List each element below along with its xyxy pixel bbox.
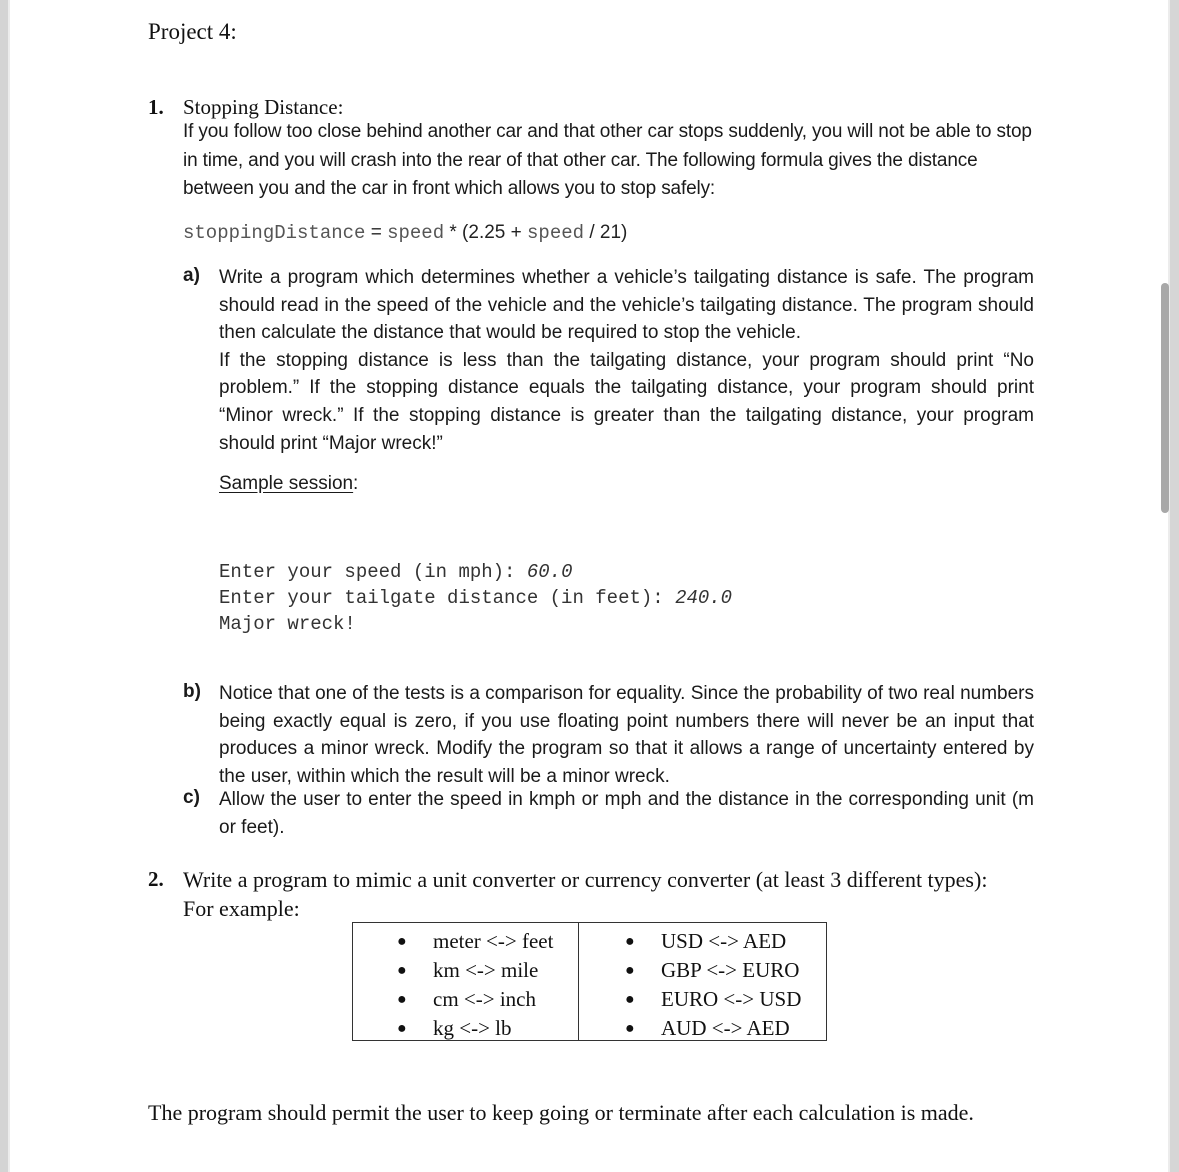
- bullet-icon: ●: [397, 932, 407, 950]
- session-prompt: Enter your speed (in mph):: [219, 561, 527, 583]
- part-a-paragraph-1: Write a program which determines whether a vehicle’s tailgating distance is safe. The program should read in the speed of the vehicle and the vehicle’s tailgating distance. The program should then calculate the distance that would be required to stop the vehicle.: [219, 267, 1034, 344]
- bullet-icon: ●: [625, 961, 635, 979]
- vertical-scrollbar-thumb[interactable]: [1161, 283, 1169, 513]
- formula-speed: speed: [527, 222, 585, 244]
- currency-pair: GBP <-> EURO: [661, 958, 800, 982]
- formula-tail: / 21): [584, 222, 628, 243]
- bullet-icon: ●: [397, 961, 407, 979]
- unit-pair: cm <-> inch: [433, 987, 536, 1011]
- converter-examples-table: [352, 922, 827, 1041]
- formula-variable: stoppingDistance: [183, 222, 366, 244]
- question-2-number: 2.: [148, 867, 164, 891]
- currency-pair: USD <-> AED: [661, 929, 787, 953]
- closing-instruction: The program should permit the user to keep going or terminate after each calculation is made.: [148, 1100, 974, 1125]
- part-a-text: [219, 264, 1034, 457]
- unit-pair: kg <-> lb: [433, 1016, 512, 1040]
- formula-middle: * (2.25 +: [444, 222, 528, 243]
- unit-pair: meter <-> feet: [433, 929, 554, 953]
- session-line: [219, 611, 732, 637]
- page-right-margin: [1170, 0, 1179, 1172]
- sample-session-heading: [219, 473, 353, 495]
- bullet-icon: ●: [625, 1019, 635, 1037]
- session-result: Major wreck!: [219, 613, 356, 635]
- bullet-icon: ●: [397, 1019, 407, 1037]
- sample-session-label: Sample session: [219, 473, 354, 494]
- session-line: [219, 585, 732, 611]
- part-b-text: Notice that one of the tests is a comparison for equality. Since the probability of two real numbers being exactly equal is zero, if you use floating point numbers there will never be an input that produces a minor wreck. Modify the program so that it allows a range of uncertainty entered by the user, within which the result will be a minor wreck.: [219, 683, 1034, 787]
- list-item: [625, 985, 826, 1014]
- list-item: [397, 956, 578, 985]
- unit-converters-column: [353, 923, 579, 1040]
- list-item: [397, 927, 578, 956]
- list-item: [625, 1014, 826, 1043]
- list-item: [625, 956, 826, 985]
- bullet-icon: ●: [397, 990, 407, 1008]
- unit-pair: km <-> mile: [433, 958, 539, 982]
- sample-session-output: [219, 559, 732, 637]
- session-input: 240.0: [675, 587, 733, 609]
- formula-speed: speed: [387, 222, 445, 244]
- stopping-distance-formula: [183, 222, 627, 244]
- list-item: [397, 1014, 578, 1043]
- question-1-heading: Stopping Distance:: [183, 95, 344, 119]
- part-a-paragraph-2: If the stopping distance is less than the tailgating distance, your program should print “No problem.” If the stopping distance equals the tailgating distance, your program should print “Minor wreck.” If the stopping distance is greater than the tailgating distance, your program should print “Major wreck!”: [219, 349, 1034, 454]
- currency-converters-column: [579, 923, 826, 1040]
- page-title: Project 4:: [148, 19, 237, 44]
- question-2-example-label: For example:: [183, 896, 300, 921]
- bullet-icon: ●: [625, 990, 635, 1008]
- part-a-label: a): [183, 265, 200, 286]
- sample-session-colon: :: [353, 473, 359, 494]
- bullet-icon: ●: [625, 932, 635, 950]
- session-prompt: Enter your tailgate distance (in feet):: [219, 587, 676, 609]
- list-item: [397, 985, 578, 1014]
- list-item: [625, 927, 826, 956]
- currency-pair: AUD <-> AED: [661, 1016, 790, 1040]
- question-1-number: 1.: [148, 95, 164, 119]
- currency-pair: EURO <-> USD: [661, 987, 802, 1011]
- part-c-label: c): [183, 787, 200, 808]
- formula-equals: =: [365, 222, 388, 243]
- question-1-intro: If you follow too close behind another car and that other car stops suddenly, you will not be able to stop in time, and you will crash into the rear of that other car. The following formula gives the distance between you and the car in front which allows you to stop safely:: [183, 121, 1032, 199]
- session-line: [219, 559, 732, 585]
- session-input: 60.0: [526, 561, 573, 583]
- question-2-text: Write a program to mimic a unit converter or currency converter (at least 3 different types):: [183, 867, 988, 892]
- part-c-text: Allow the user to enter the speed in kmph or mph and the distance in the corresponding unit (m or feet).: [219, 789, 1034, 838]
- part-b-label: b): [183, 681, 201, 702]
- page-left-margin: [0, 0, 8, 1172]
- page-left-shadow: [8, 0, 10, 1172]
